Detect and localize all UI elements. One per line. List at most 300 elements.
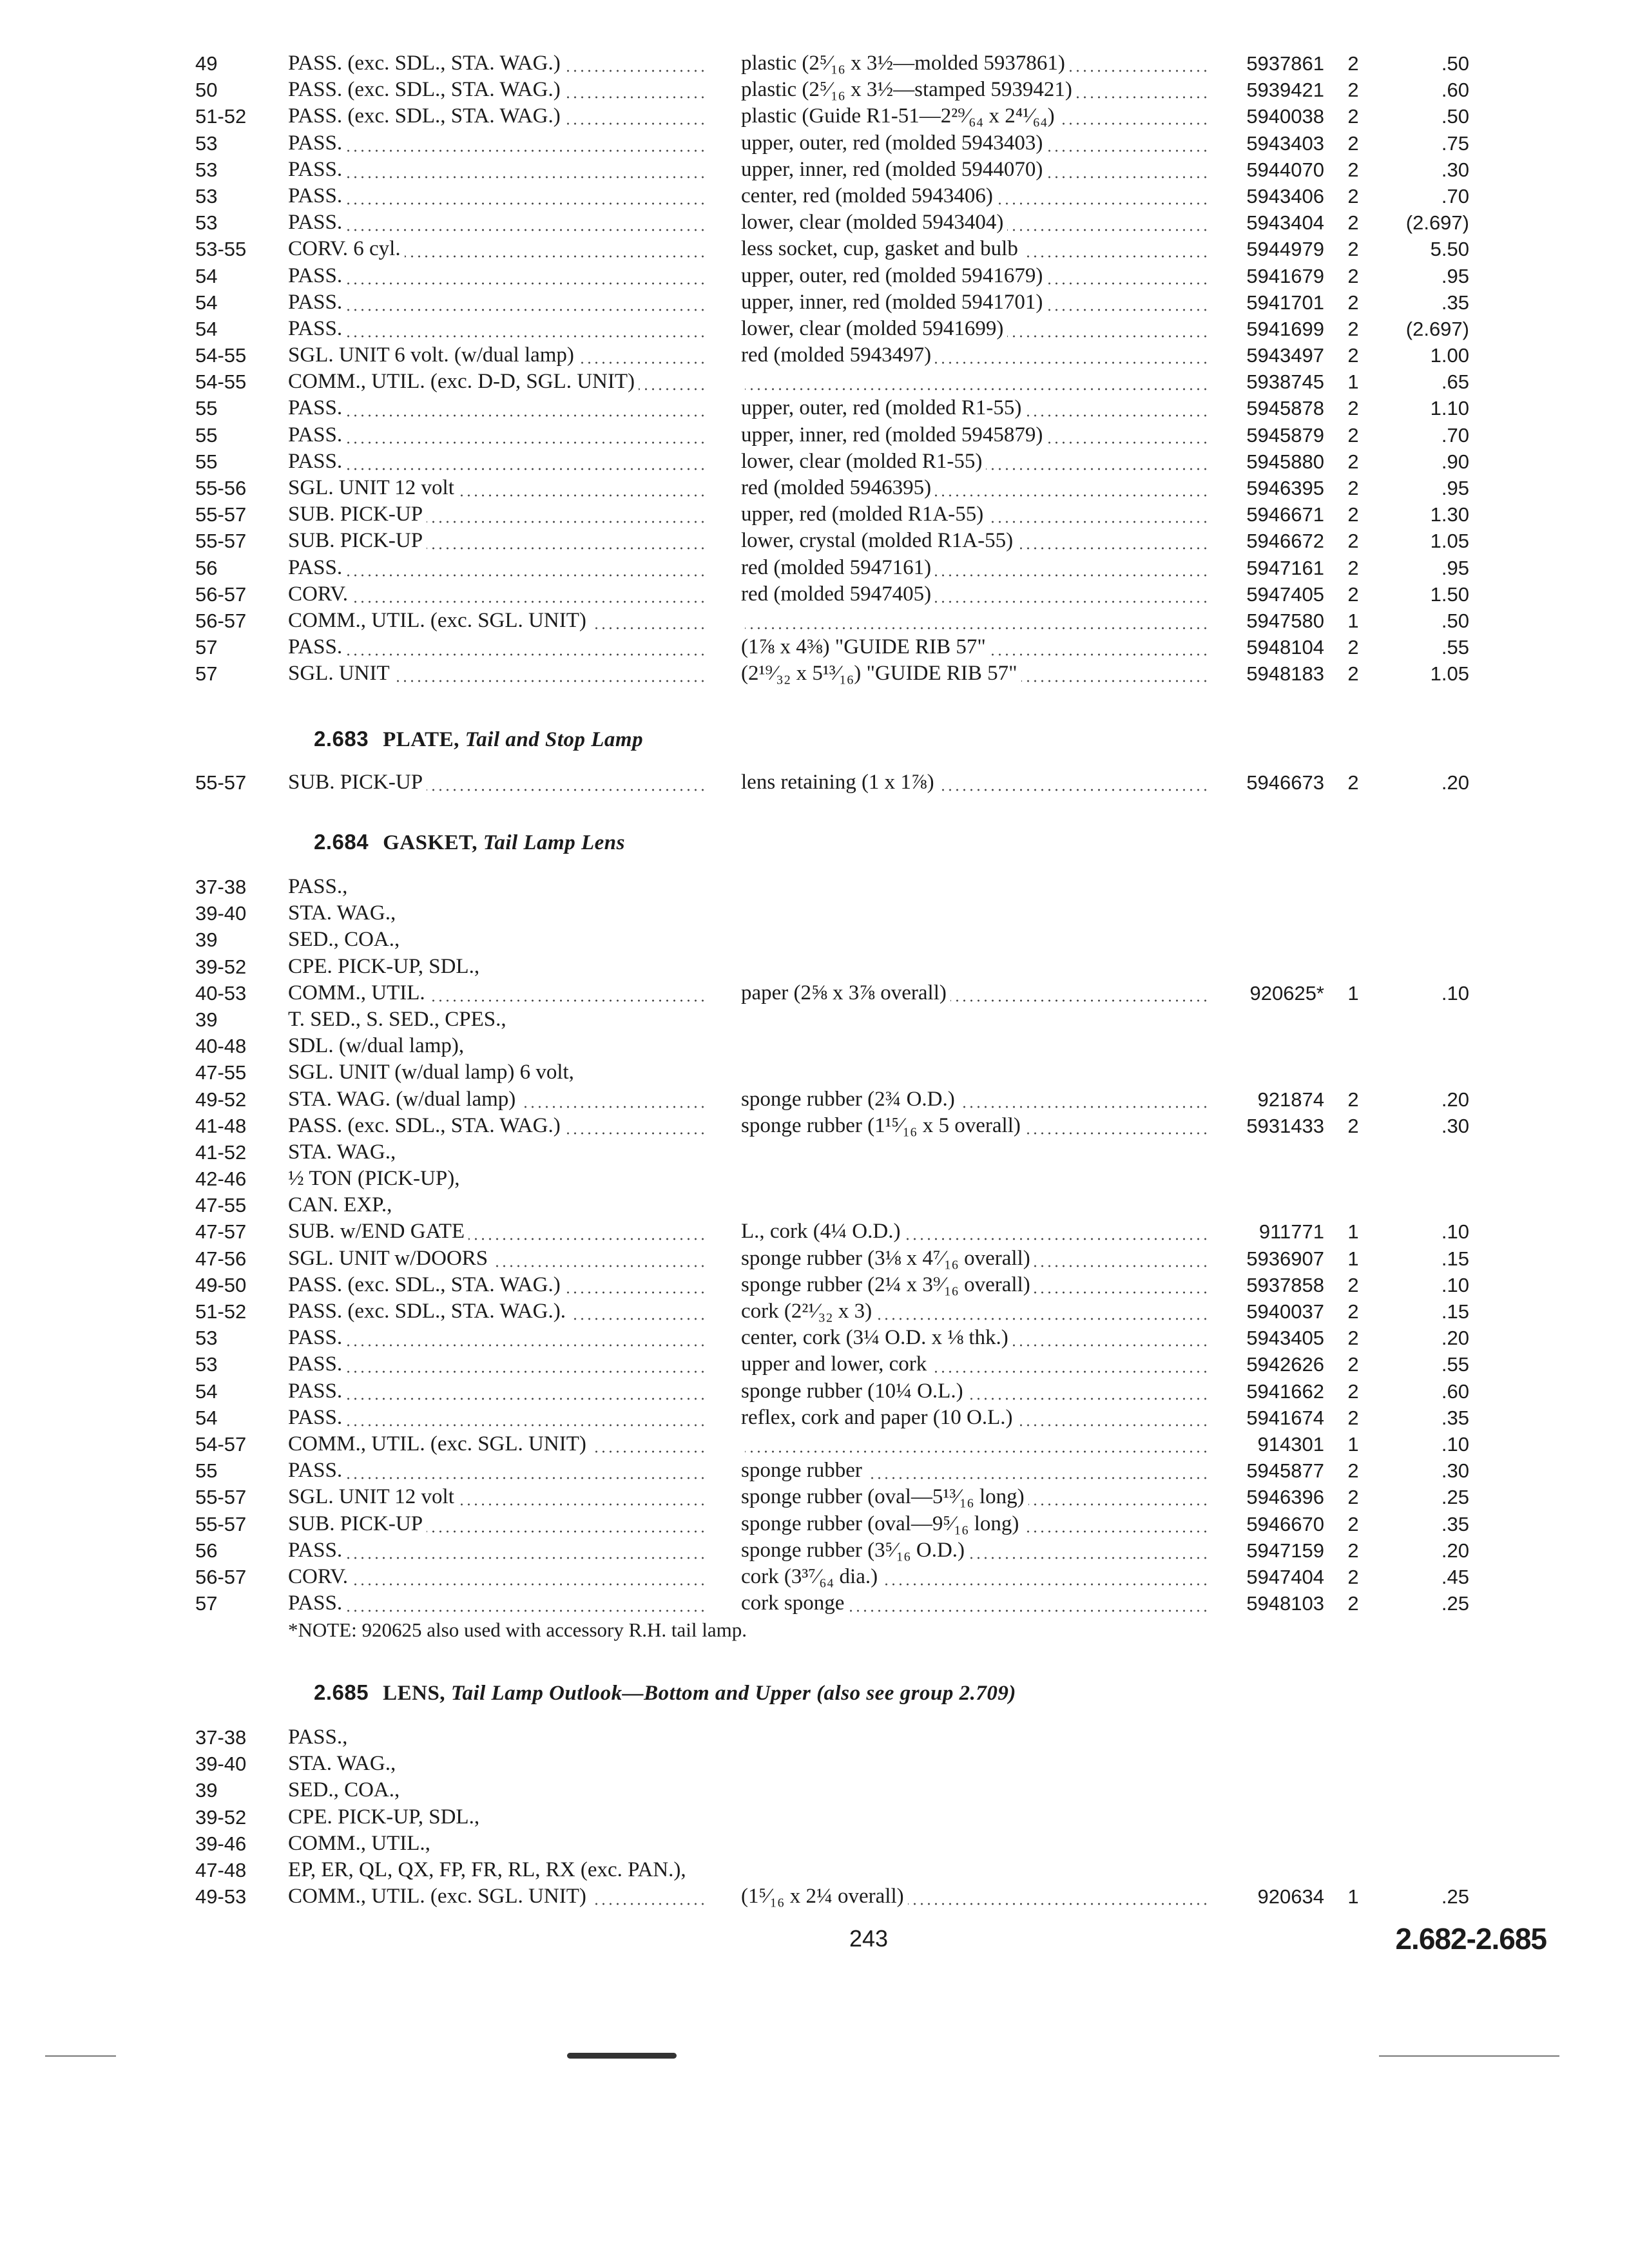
model-text: SUB. PICK-UP: [288, 529, 427, 552]
model-description: [288, 236, 707, 262]
model-year: 39: [195, 928, 218, 952]
model-year: 54-55: [195, 370, 247, 394]
description-text: upper and lower, cork: [741, 1352, 930, 1376]
part-number: 5943405: [1246, 1327, 1324, 1350]
table-row: [0, 289, 1629, 316]
model-description: [288, 289, 707, 316]
description-text: sponge rubber (3⅛ x 4⁷⁄₁₆ overall): [741, 1247, 1034, 1270]
table-row: [0, 1325, 1629, 1351]
description-text: sponge rubber (2¾ O.D.): [741, 1088, 959, 1111]
part-number: 5944979: [1246, 238, 1324, 261]
quantity: 2: [1347, 636, 1359, 659]
model-year: 56-57: [195, 582, 247, 606]
description-text: red (molded 5943497): [741, 343, 935, 367]
part-number: 5947405: [1246, 582, 1324, 606]
model-year: 51-52: [195, 105, 247, 128]
model-description: [288, 1006, 707, 1033]
price: .95: [1441, 264, 1469, 287]
model-description: [288, 1564, 707, 1590]
price: .50: [1441, 52, 1469, 75]
quantity: 2: [1347, 184, 1359, 207]
part-description: [741, 209, 1211, 236]
model-year: 49: [195, 52, 218, 75]
model-text: PASS.: [288, 556, 346, 579]
price: (2.697): [1405, 211, 1469, 235]
model-text: PASS.,: [288, 875, 348, 898]
description-text: red (molded 5947405): [741, 582, 935, 606]
part-description: [741, 103, 1211, 130]
part-description: [741, 1405, 1211, 1431]
table-row: [0, 528, 1629, 554]
part-description: [741, 1537, 1211, 1564]
part-description: [741, 1325, 1211, 1351]
model-description: [288, 342, 707, 369]
model-description: [288, 1086, 707, 1113]
model-description: [288, 103, 707, 130]
model-text: SED., COA.,: [288, 1778, 400, 1802]
table-row: [0, 1537, 1629, 1564]
part-number: 5944070: [1246, 158, 1324, 181]
price: .15: [1441, 1247, 1469, 1270]
price: .55: [1441, 636, 1469, 659]
model-text: PASS.: [288, 184, 346, 207]
model-text: STA. WAG.,: [288, 901, 396, 925]
price: 1.05: [1430, 662, 1469, 686]
table-row: [0, 395, 1629, 421]
model-year: 39: [195, 1779, 218, 1802]
model-description: [288, 1511, 707, 1537]
model-text: PASS. (exc. SDL., STA. WAG.): [288, 1273, 564, 1296]
model-description: [288, 1857, 707, 1883]
model-year: 56: [195, 1539, 218, 1562]
part-number: 5947161: [1246, 556, 1324, 579]
part-description: [741, 157, 1211, 183]
price: 5.50: [1430, 238, 1469, 261]
part-number: 5942626: [1246, 1353, 1324, 1376]
model-description: [288, 1325, 707, 1351]
quantity: 2: [1347, 1088, 1359, 1111]
quantity: 2: [1347, 503, 1359, 526]
table-row: [0, 660, 1629, 687]
model-text: EP, ER, QL, QX, FP, FR, RL, RX (exc. PAN.),: [288, 1858, 686, 1881]
model-text: SGL. UNIT 12 volt: [288, 1485, 458, 1508]
part-number: 5948104: [1246, 636, 1324, 659]
description-text: plastic (Guide R1-51—2²⁹⁄₆₄ x 2⁴¹⁄₆₄): [741, 104, 1059, 128]
model-description: [288, 157, 707, 183]
quantity: 2: [1347, 450, 1359, 473]
description-text: sponge rubber: [741, 1459, 866, 1482]
model-year: 54: [195, 1406, 218, 1429]
section-heading-2-683: [314, 727, 643, 752]
quantity: 2: [1347, 105, 1359, 128]
price: .65: [1441, 370, 1469, 394]
model-year: 54-55: [195, 344, 247, 367]
description-text: lower, crystal (molded R1A-55): [741, 529, 1017, 552]
model-year: 53: [195, 158, 218, 181]
part-number: 5937858: [1246, 1273, 1324, 1296]
part-description: [741, 555, 1211, 581]
part-description: [741, 236, 1211, 262]
table-row: [0, 1192, 1629, 1218]
section-title-caps: LENS,: [383, 1682, 446, 1705]
table-row: [0, 1883, 1629, 1910]
model-year: 51-52: [195, 1300, 247, 1323]
model-description: [288, 900, 707, 927]
quantity: 1: [1347, 1220, 1359, 1244]
description-text: sponge rubber (10¼ O.L.): [741, 1379, 967, 1403]
model-text: SGL. UNIT 6 volt. (w/dual lamp): [288, 343, 578, 367]
model-text: PASS.: [288, 1326, 346, 1349]
model-text: PASS.: [288, 264, 346, 287]
description-text: lens retaining (1 x 1⅞): [741, 771, 938, 794]
table-row: [0, 50, 1629, 77]
model-text: STA. WAG. (w/dual lamp): [288, 1088, 519, 1111]
price: .55: [1441, 1353, 1469, 1376]
description-text: paper (2⅝ x 3⅞ overall): [741, 981, 950, 1004]
model-year: 49-50: [195, 1273, 247, 1296]
table-row: [0, 209, 1629, 236]
description-text: upper, outer, red (molded 5941679): [741, 264, 1046, 287]
model-year: 37-38: [195, 876, 247, 898]
model-text: PASS.: [288, 211, 346, 234]
quantity: 2: [1347, 1353, 1359, 1376]
table-row: [0, 77, 1629, 103]
part-description: [741, 130, 1211, 157]
part-number: 5945877: [1246, 1459, 1324, 1483]
model-year: 53: [195, 184, 218, 207]
model-description: [288, 1351, 707, 1378]
table-row: [0, 1804, 1629, 1831]
section-number: 2.684: [314, 830, 369, 854]
model-description: [288, 1804, 707, 1831]
part-description: [741, 608, 1211, 634]
part-description: [741, 501, 1211, 528]
model-text: STA. WAG.,: [288, 1752, 396, 1776]
model-description: [288, 927, 707, 953]
table-row: [0, 581, 1629, 608]
description-text: sponge rubber (oval—5¹³⁄₁₆ long): [741, 1485, 1028, 1508]
model-text: STA. WAG.,: [288, 1140, 396, 1164]
description-text: sponge rubber (2¼ x 3⁹⁄₁₆ overall): [741, 1273, 1034, 1296]
model-text: CORV. 6 cyl.: [288, 237, 405, 260]
table-row: [0, 980, 1629, 1006]
part-number: 5936907: [1246, 1247, 1324, 1270]
price: .35: [1441, 1406, 1469, 1429]
quantity: 2: [1347, 423, 1359, 447]
part-description: [741, 50, 1211, 77]
table-row: [0, 874, 1629, 900]
part-number: 921874: [1257, 1088, 1324, 1111]
quantity: 2: [1347, 317, 1359, 340]
quantity: 2: [1347, 291, 1359, 314]
part-number: 5940037: [1246, 1300, 1324, 1323]
model-year: 57: [195, 1592, 218, 1615]
table-row: [0, 1298, 1629, 1325]
price: .25: [1441, 1486, 1469, 1509]
model-description: [288, 77, 707, 103]
description-text: less socket, cup, gasket and bulb: [741, 237, 1022, 260]
section-title: Tail and Stop Lamp: [465, 728, 644, 751]
group-range: 2.682-2.685: [1395, 1922, 1547, 1956]
price: .75: [1441, 131, 1469, 155]
model-description: [288, 1378, 707, 1405]
model-description: [288, 422, 707, 448]
model-year: 55-57: [195, 1486, 247, 1509]
model-description: [288, 874, 707, 900]
price: .20: [1441, 1088, 1469, 1111]
price: .30: [1441, 1114, 1469, 1137]
quantity: 2: [1347, 530, 1359, 553]
model-description: [288, 1059, 707, 1086]
model-text: COMM., UTIL. (exc. SGL. UNIT): [288, 609, 590, 632]
model-description: [288, 1537, 707, 1564]
model-text: PASS. (exc. SDL., STA. WAG.): [288, 104, 564, 128]
model-description: [288, 501, 707, 528]
model-description: [288, 130, 707, 157]
section-title-caps: PLATE,: [383, 728, 459, 751]
section-number: 2.685: [314, 1680, 369, 1704]
part-number: 5943404: [1246, 211, 1324, 235]
part-number: 5945879: [1246, 423, 1324, 447]
price: .35: [1441, 1512, 1469, 1535]
model-description: [288, 1590, 707, 1617]
quantity: 2: [1347, 1459, 1359, 1483]
model-text: SED., COA.,: [288, 928, 400, 952]
model-description: [288, 1113, 707, 1139]
quantity: 1: [1347, 1885, 1359, 1908]
quantity: 2: [1347, 79, 1359, 102]
page-number: 243: [849, 1925, 889, 1952]
table-row: [0, 634, 1629, 660]
model-description: [288, 634, 707, 660]
model-description: [288, 369, 707, 395]
description-text: cork (2²¹⁄₃₂ x 3): [741, 1300, 876, 1323]
model-year: 56-57: [195, 1565, 247, 1588]
model-text: PASS. (exc. SDL., STA. WAG.): [288, 78, 564, 101]
model-description: [288, 1218, 707, 1245]
description-text: upper, inner, red (molded 5945879): [741, 423, 1046, 447]
part-description: [741, 1113, 1211, 1139]
description-text: upper, outer, red (molded 5943403): [741, 131, 1046, 155]
table-row: [0, 555, 1629, 581]
price: .20: [1441, 1327, 1469, 1350]
price: (2.697): [1405, 317, 1469, 340]
model-year: 53-55: [195, 238, 247, 261]
part-number: 5941699: [1246, 317, 1324, 340]
quantity: 2: [1347, 1114, 1359, 1137]
model-text: PASS. (exc. SDL., STA. WAG.).: [288, 1300, 570, 1323]
part-number: 5945880: [1246, 450, 1324, 473]
model-text: PASS.: [288, 1459, 346, 1482]
model-text: SGL. UNIT: [288, 662, 394, 685]
part-description: [741, 475, 1211, 501]
part-number: 914301: [1257, 1432, 1324, 1456]
table-row: [0, 1724, 1629, 1751]
table-row: [0, 1272, 1629, 1298]
part-number: 5947580: [1246, 609, 1324, 632]
model-description: [288, 769, 707, 796]
table-row: [0, 1351, 1629, 1378]
model-year: 55-57: [195, 503, 247, 526]
model-description: [288, 395, 707, 421]
model-description: [288, 448, 707, 475]
price: .45: [1441, 1565, 1469, 1588]
quantity: 2: [1347, 264, 1359, 287]
part-description: [741, 1484, 1211, 1510]
description-text: upper, red (molded R1A-55): [741, 503, 987, 526]
table-row: [0, 769, 1629, 796]
table-row: [0, 1139, 1629, 1166]
price: .15: [1441, 1300, 1469, 1323]
model-year: 56-57: [195, 609, 247, 632]
table-row: [0, 900, 1629, 927]
table-row: [0, 157, 1629, 183]
model-year: 47-55: [195, 1061, 247, 1084]
description-text: [741, 370, 745, 393]
parts-table-2-683: [0, 769, 1629, 796]
part-description: [741, 1883, 1211, 1910]
part-description: [741, 1457, 1211, 1484]
quantity: 2: [1347, 158, 1359, 181]
part-number: 5946671: [1246, 503, 1324, 526]
price: 1.10: [1430, 397, 1469, 420]
parts-table-2-682: [0, 50, 1629, 687]
description-text: lower, clear (molded 5943404): [741, 211, 1007, 234]
model-description: [288, 1298, 707, 1325]
description-text: plastic (2⁵⁄₁₆ x 3½—stamped 5939421): [741, 78, 1076, 101]
table-row: [0, 1033, 1629, 1059]
price: 1.00: [1430, 344, 1469, 367]
table-row: [0, 369, 1629, 395]
model-year: 49-52: [195, 1088, 247, 1111]
model-description: [288, 1777, 707, 1803]
model-year: 55-57: [195, 530, 247, 553]
description-text: sponge rubber (1¹⁵⁄₁₆ x 5 overall): [741, 1114, 1025, 1137]
table-row: [0, 1245, 1629, 1272]
part-number: 5939421: [1246, 79, 1324, 102]
model-description: [288, 1484, 707, 1510]
table-row: [0, 1218, 1629, 1245]
table-row: [0, 130, 1629, 157]
model-text: COMM., UTIL. (exc. SGL. UNIT): [288, 1432, 590, 1456]
description-text: (2¹⁹⁄₃₂ x 5¹³⁄₁₆) "GUIDE RIB 57": [741, 662, 1021, 685]
table-row: [0, 103, 1629, 130]
price: .10: [1441, 1220, 1469, 1244]
table-row: [0, 608, 1629, 634]
part-number: 5947159: [1246, 1539, 1324, 1562]
model-text: PASS.: [288, 158, 346, 181]
model-text: COMM., UTIL. (exc. SGL. UNIT): [288, 1885, 590, 1908]
model-year: 55: [195, 397, 218, 420]
model-year: 47-55: [195, 1194, 247, 1217]
table-row: [0, 236, 1629, 262]
part-description: [741, 1245, 1211, 1272]
parts-table-2-685: [0, 1724, 1629, 1910]
model-year: 55-56: [195, 477, 247, 499]
part-description: [741, 316, 1211, 342]
part-number: 5946396: [1246, 1486, 1324, 1509]
model-year: 40-48: [195, 1035, 247, 1058]
model-year: 54: [195, 317, 218, 340]
model-description: [288, 50, 707, 77]
part-description: [741, 634, 1211, 660]
price: .25: [1441, 1885, 1469, 1908]
model-year: 54: [195, 264, 218, 287]
model-year: 39-46: [195, 1832, 247, 1855]
model-text: SGL. UNIT w/DOORS: [288, 1247, 492, 1270]
quantity: 2: [1347, 1327, 1359, 1350]
table-row: [0, 422, 1629, 448]
table-row: [0, 1511, 1629, 1537]
model-year: 47-48: [195, 1858, 247, 1881]
table-row: [0, 183, 1629, 209]
part-description: [741, 422, 1211, 448]
model-text: PASS.: [288, 1379, 346, 1403]
model-description: [288, 528, 707, 554]
model-description: [288, 475, 707, 501]
model-year: 53: [195, 211, 218, 235]
table-row: [0, 1006, 1629, 1033]
model-text: SGL. UNIT (w/dual lamp) 6 volt,: [288, 1061, 574, 1084]
model-description: [288, 1139, 707, 1166]
table-row: [0, 1059, 1629, 1086]
table-row: [0, 263, 1629, 289]
model-description: [288, 1883, 707, 1910]
table-row: [0, 1086, 1629, 1113]
scan-smudge: [567, 2053, 677, 2059]
part-number: 5946670: [1246, 1512, 1324, 1535]
part-description: [741, 342, 1211, 369]
model-description: [288, 1166, 707, 1192]
quantity: 1: [1347, 370, 1359, 394]
part-number: 920625*: [1249, 981, 1324, 1004]
model-text: PASS.: [288, 450, 346, 473]
model-text: PASS.: [288, 131, 346, 155]
scan-rule-left: [45, 2055, 116, 2057]
model-text: CPE. PICK-UP, SDL.,: [288, 954, 480, 978]
part-description: [741, 1590, 1211, 1617]
price: .60: [1441, 1379, 1469, 1403]
model-text: PASS.: [288, 1591, 346, 1615]
part-number: 5948183: [1246, 662, 1324, 686]
part-number: 5946673: [1246, 771, 1324, 794]
part-number: 5946672: [1246, 530, 1324, 553]
model-description: [288, 1431, 707, 1457]
section-heading-2-684: [314, 830, 625, 855]
description-text: reflex, cork and paper (10 O.L.): [741, 1406, 1016, 1429]
quantity: 2: [1347, 662, 1359, 686]
model-year: 47-57: [195, 1220, 247, 1244]
description-text: lower, clear (molded R1-55): [741, 450, 986, 473]
description-text: lower, clear (molded 5941699): [741, 317, 1007, 340]
model-text: PASS. (exc. SDL., STA. WAG.): [288, 52, 564, 75]
model-year: 49-53: [195, 1885, 247, 1908]
part-number: 5937861: [1246, 52, 1324, 75]
model-text: SDL. (w/dual lamp),: [288, 1034, 465, 1058]
description-text: [741, 609, 745, 632]
model-description: [288, 555, 707, 581]
part-description: [741, 395, 1211, 421]
price: .95: [1441, 477, 1469, 499]
model-description: [288, 1033, 707, 1059]
section-number: 2.683: [314, 727, 369, 751]
model-text: CORV.: [288, 582, 352, 606]
model-description: [288, 660, 707, 687]
model-text: COMM., UTIL. (exc. D-D, SGL. UNIT): [288, 370, 639, 393]
quantity: 1: [1347, 1247, 1359, 1270]
part-description: [741, 1564, 1211, 1590]
part-description: [741, 183, 1211, 209]
